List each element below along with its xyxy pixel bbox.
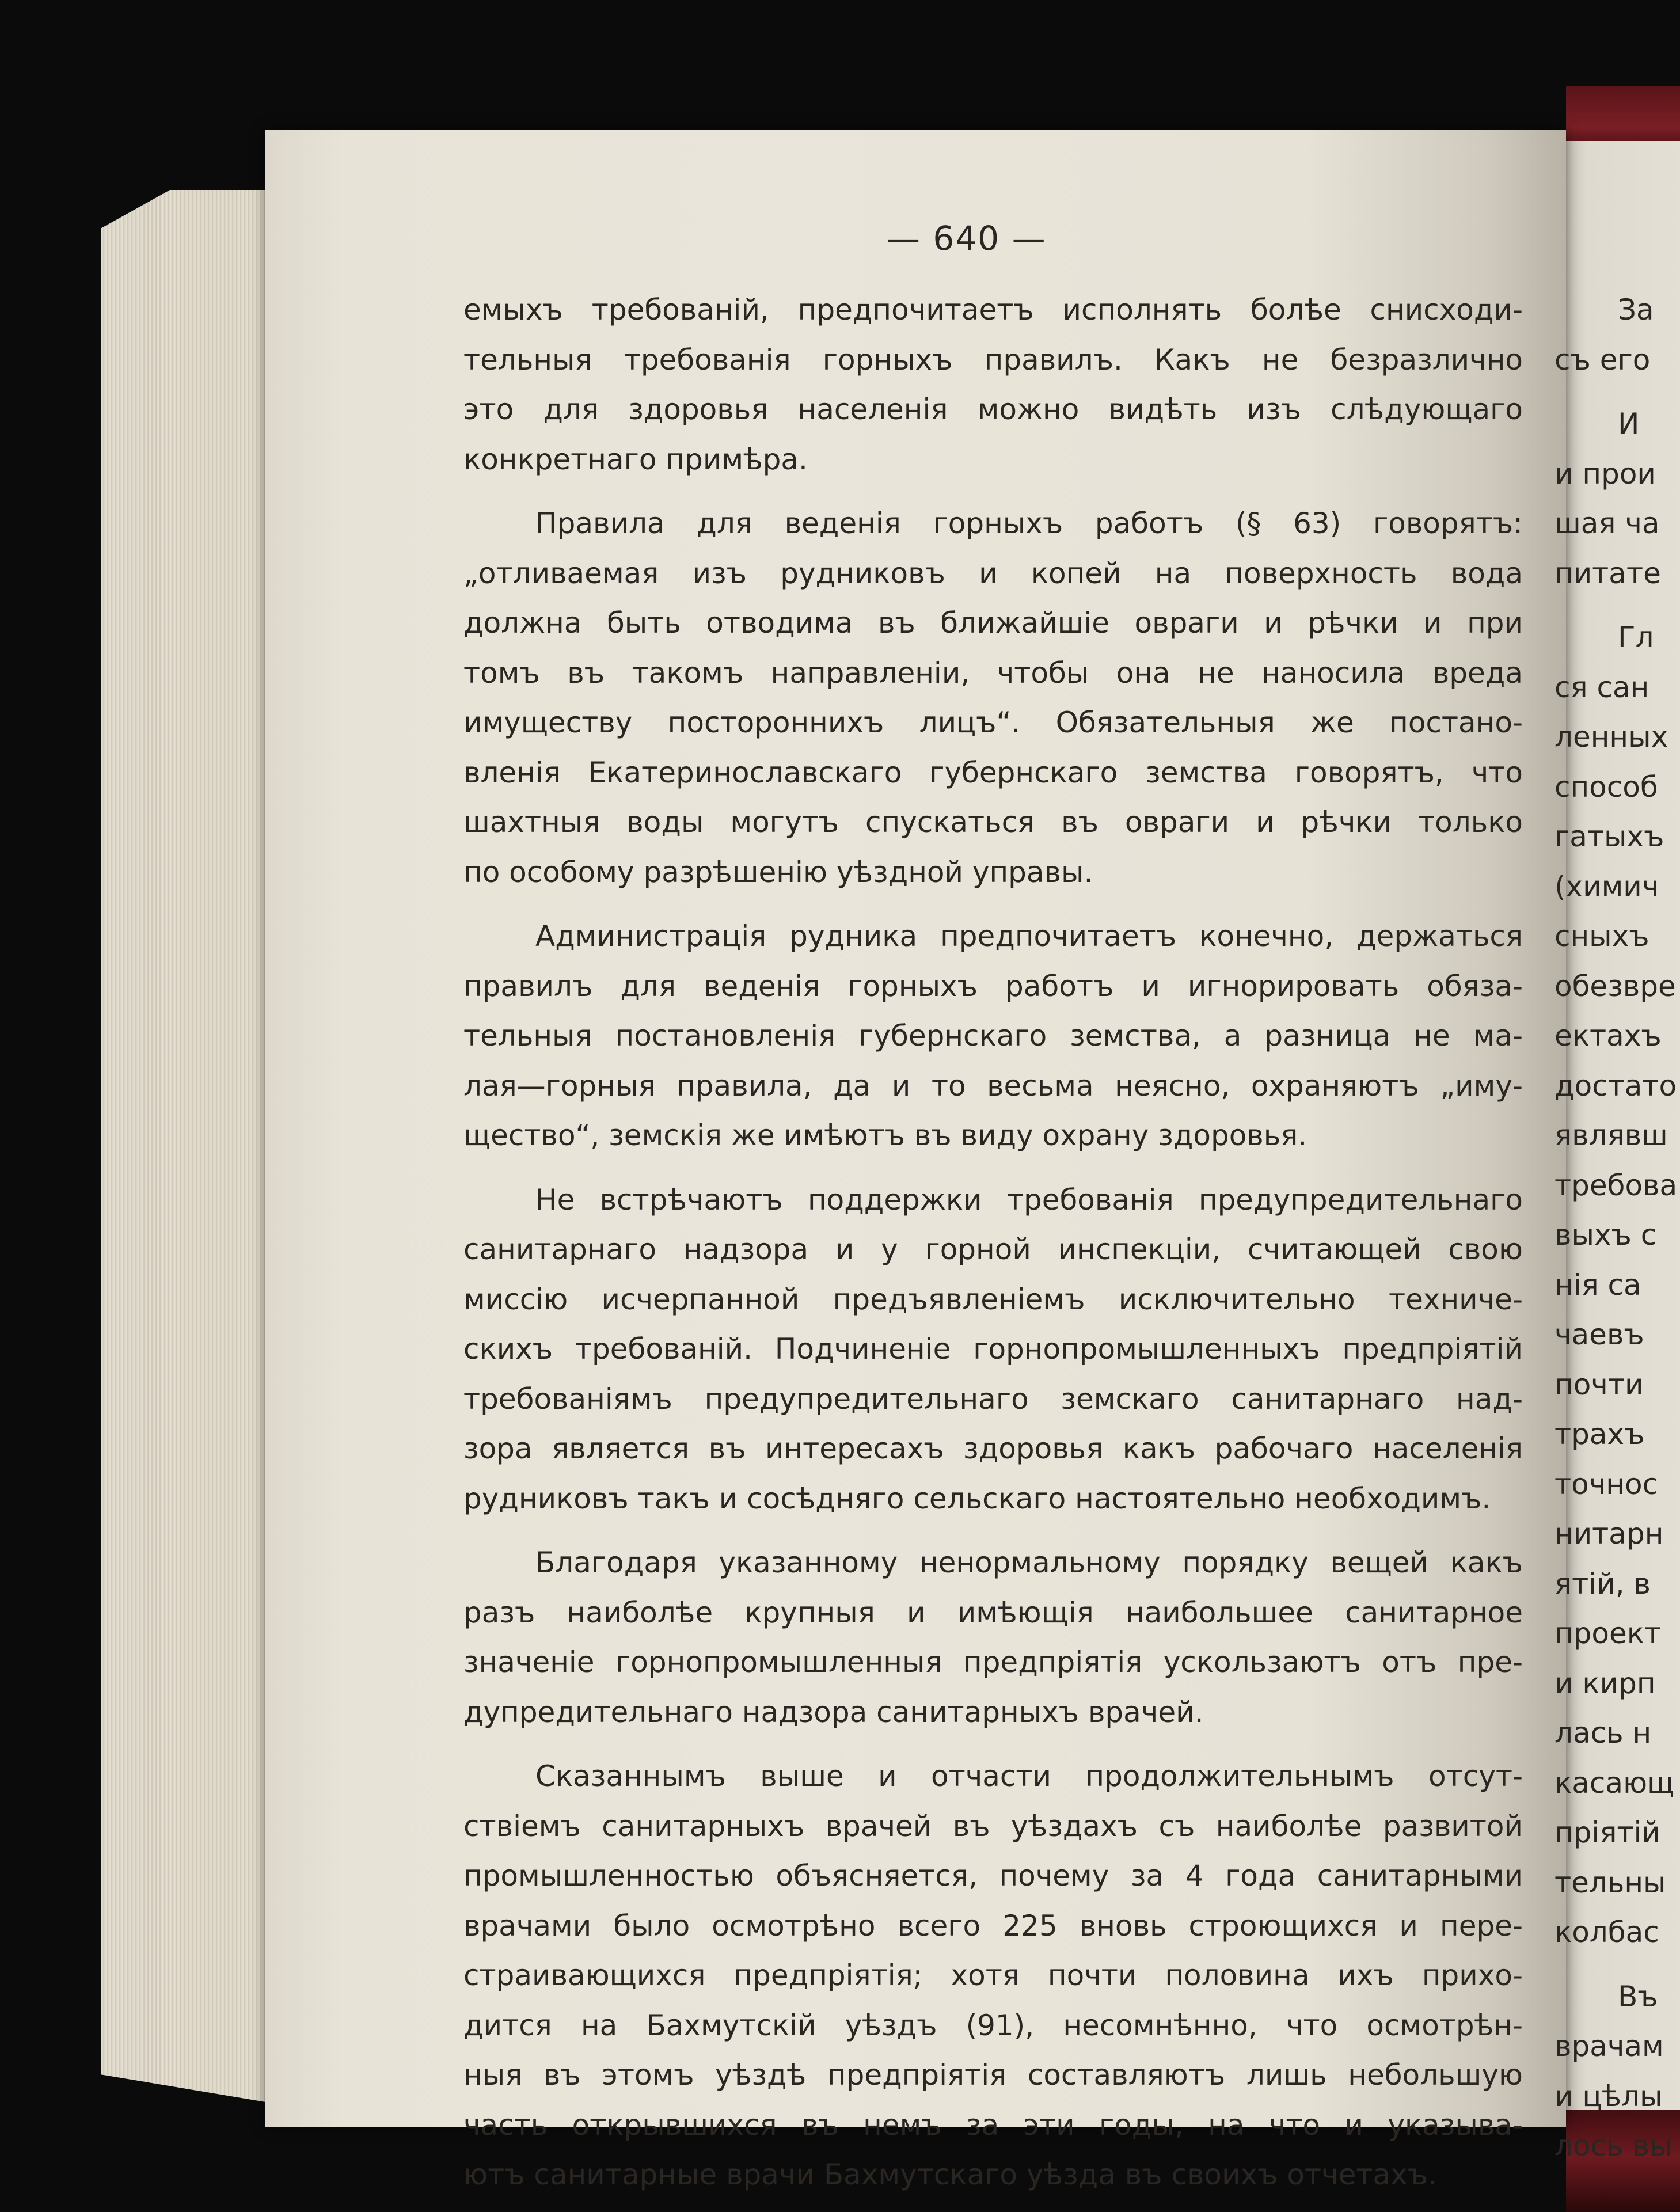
text-line: миссію исчерпанной предъявленіемъ исключительно техниче- bbox=[463, 1282, 1523, 1316]
right-page-line: и цѣлы bbox=[1554, 2079, 1663, 2113]
right-page-line: гатыхъ bbox=[1554, 820, 1664, 853]
right-page-line: пріятій bbox=[1554, 1816, 1660, 1849]
right-page-line: обезвре bbox=[1554, 969, 1676, 1003]
right-page-line: нія са bbox=[1554, 1268, 1641, 1302]
text-line: дится на Бахмутскій уѣздъ (91), несомнѣнно, что осмотрѣн- bbox=[463, 2008, 1523, 2042]
text-line: Благодаря указанному ненормальному порядку вещей какъ bbox=[535, 1546, 1523, 1579]
right-page-line: врачам bbox=[1554, 2029, 1664, 2063]
text-line: ныя въ этомъ уѣздѣ предпріятія составляютъ лишь небольшую bbox=[463, 2058, 1523, 2092]
right-page-line: проект bbox=[1554, 1617, 1662, 1650]
text-line: требованіямъ предупредительнаго земскаго санитарнаго над- bbox=[463, 1382, 1523, 1416]
text-line: страивающихся предпріятія; хотя почти половина ихъ прихо- bbox=[463, 1959, 1523, 1992]
text-line: щество“, земскія же имѣютъ въ виду охрану здоровья. bbox=[463, 1119, 1307, 1152]
right-page-line: требова bbox=[1554, 1168, 1678, 1202]
text-line: рудниковъ такъ и сосѣдняго сельскаго настоятельно необходимъ. bbox=[463, 1481, 1491, 1515]
right-page-line: Въ bbox=[1618, 1979, 1658, 2013]
right-page-line: шая ча bbox=[1554, 507, 1660, 540]
right-page-line: И bbox=[1618, 407, 1640, 440]
paragraph bbox=[463, 1175, 1523, 1524]
text-line: тельныя требованія горныхъ правилъ. Какъ не безразлично bbox=[463, 343, 1523, 377]
right-page-line: выхъ с bbox=[1554, 1218, 1657, 1252]
right-page-line: ектахъ bbox=[1554, 1019, 1662, 1052]
text-line: скихъ требованій. Подчиненіе горнопромышленныхъ предпріятій bbox=[463, 1332, 1523, 1366]
right-page-line: чаевъ bbox=[1554, 1318, 1644, 1351]
text-line: дупредительнаго надзора санитарныхъ врачей. bbox=[463, 1695, 1204, 1729]
right-page-line: точнос bbox=[1554, 1467, 1659, 1501]
right-page-line: съ его bbox=[1554, 343, 1651, 377]
right-page-line: касающ bbox=[1554, 1766, 1675, 1800]
right-page-line: являвш bbox=[1554, 1119, 1668, 1152]
page-body bbox=[463, 285, 1523, 2200]
text-line: это для здоровья населенія можно видѣть изъ слѣдующаго bbox=[463, 393, 1523, 426]
text-line: по особому разрѣшенію уѣздной управы. bbox=[463, 855, 1093, 889]
right-page-line: За bbox=[1618, 293, 1654, 326]
text-line: вленія Екатеринославскаго губернскаго земства говорятъ, что bbox=[463, 755, 1523, 789]
paragraph bbox=[463, 285, 1523, 484]
right-page-line: почти bbox=[1554, 1367, 1644, 1401]
text-line: зора является въ интересахъ здоровья какъ рабочаго населенія bbox=[463, 1432, 1523, 1465]
text-line: Правила для веденія горныхъ работъ (§ 63) говорятъ: bbox=[535, 507, 1523, 540]
text-line: промышленностью объясняется, почему за 4 года санитарными bbox=[463, 1859, 1523, 1892]
text-line: значеніе горнопромышленныя предпріятія ускользаютъ отъ пре- bbox=[463, 1645, 1523, 1679]
text-line: имуществу постороннихъ лицъ“. Обязательныя же постано- bbox=[463, 706, 1523, 739]
paragraph bbox=[463, 1751, 1523, 2200]
text-line: разъ наиболѣе крупныя и имѣющія наибольшее санитарное bbox=[463, 1595, 1523, 1629]
text-line: Администрація рудника предпочитаетъ конечно, держаться bbox=[535, 919, 1523, 953]
right-page-line: трахъ bbox=[1554, 1417, 1645, 1451]
right-page-line: лась н bbox=[1554, 1716, 1652, 1750]
right-page-line: ленных bbox=[1554, 720, 1668, 754]
right-page-line: ся сан bbox=[1554, 670, 1649, 704]
text-line: врачами было осмотрѣно всего 225 вновь строющихся и пере- bbox=[463, 1909, 1523, 1943]
right-page-line: достато bbox=[1554, 1069, 1677, 1103]
text-line: томъ въ такомъ направленіи, чтобы она не наносила вреда bbox=[463, 656, 1523, 690]
text-line: шахтныя воды могутъ спускаться въ овраги и рѣчки только bbox=[463, 805, 1523, 839]
paragraph bbox=[463, 1538, 1523, 1737]
text-line: Не встрѣчаютъ поддержки требованія предупредительнаго bbox=[535, 1183, 1523, 1217]
text-line: лая—горныя правила, да и то весьма неясно, охраняютъ „иму- bbox=[463, 1069, 1523, 1103]
right-page-line: способ bbox=[1554, 770, 1658, 804]
text-line: конкретнаго примѣра. bbox=[463, 442, 808, 476]
text-line: Сказаннымъ выше и отчасти продолжительнымъ отсут- bbox=[535, 1759, 1523, 1793]
text-line: правилъ для веденія горныхъ работъ и игнорировать обяза- bbox=[463, 969, 1523, 1003]
right-page-text bbox=[1554, 285, 1680, 2186]
page-number: — 640 — bbox=[887, 219, 1047, 258]
text-line: часть открывшихся въ немъ за эти годы, на что и указыва- bbox=[463, 2108, 1523, 2142]
text-line: ютъ санитарные врачи Бахмутскаго уѣзда въ своихъ отчетахъ. bbox=[463, 2158, 1437, 2191]
paragraph bbox=[463, 499, 1523, 897]
right-page-line: тельны bbox=[1554, 1865, 1666, 1899]
right-page-line: Гл bbox=[1618, 621, 1654, 654]
text-line: емыхъ требованій, предпочитаетъ исполнять болѣе снисходи- bbox=[463, 293, 1523, 326]
right-page-line: и прои bbox=[1554, 457, 1656, 491]
right-page-line: сныхъ bbox=[1554, 919, 1649, 953]
right-page-line: и кирп bbox=[1554, 1666, 1656, 1700]
text-line: санитарнаго надзора и у горной инспекціи, считающей свою bbox=[463, 1233, 1523, 1266]
text-line: тельныя постановленія губернскаго земства, а разница не ма- bbox=[463, 1019, 1523, 1052]
text-line: ствіемъ санитарныхъ врачей въ уѣздахъ съ наиболѣе развитой bbox=[463, 1809, 1523, 1843]
right-page-line: колбас bbox=[1554, 1915, 1659, 1949]
right-page-line: (химич bbox=[1554, 869, 1659, 903]
text-line: должна быть отводима въ ближайшіе овраги и рѣчки и при bbox=[463, 606, 1523, 640]
right-page-line: ятій, в bbox=[1554, 1567, 1651, 1601]
right-page-line: лось вы bbox=[1554, 2129, 1673, 2162]
paragraph bbox=[463, 911, 1523, 1161]
right-page-line: нитарн bbox=[1554, 1517, 1664, 1550]
right-page-line: питате bbox=[1554, 556, 1661, 590]
text-line: „отливаемая изъ рудниковъ и копей на поверхность вода bbox=[463, 556, 1523, 590]
